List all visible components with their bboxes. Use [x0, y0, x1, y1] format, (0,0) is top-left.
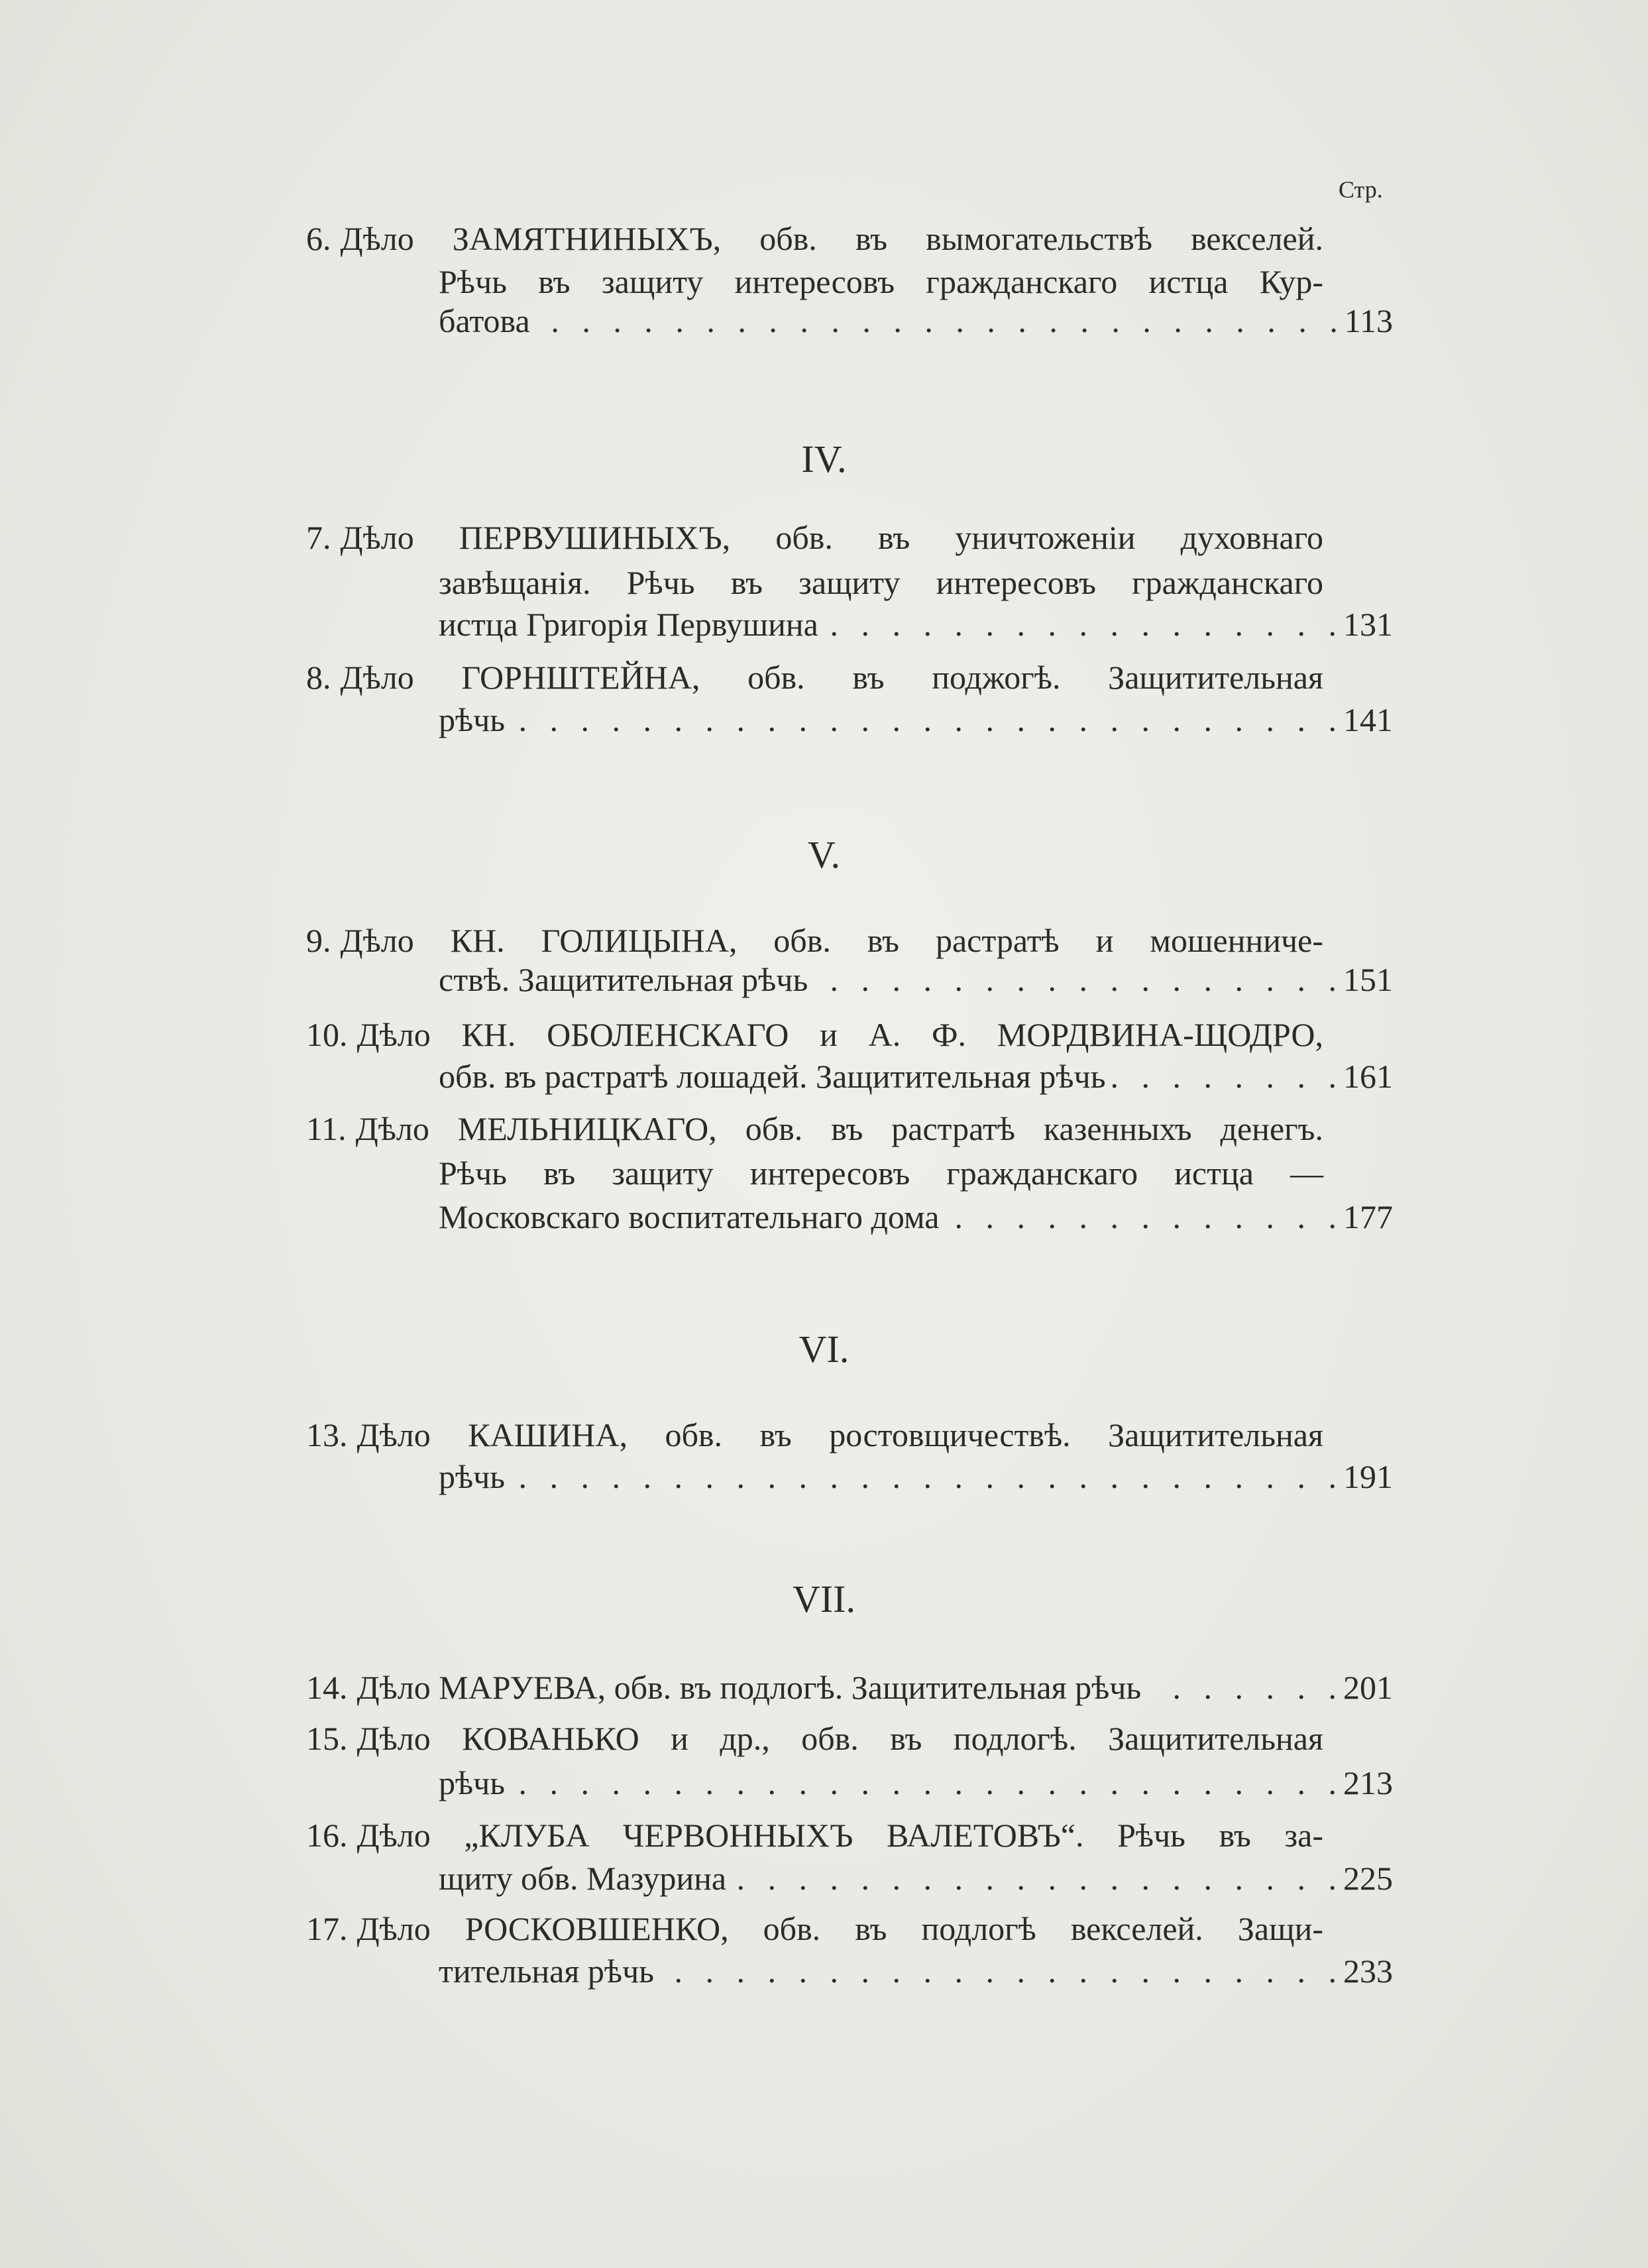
dot-leader — [1148, 1666, 1337, 1709]
entry-number: 6. — [306, 220, 331, 257]
toc-entry-9-line-1 — [306, 919, 1323, 962]
entry-number: 8. — [306, 659, 331, 696]
toc-entry-8-line-1 — [306, 656, 1323, 699]
page-number: 113 — [1344, 302, 1393, 339]
toc-entry-15-line-2 — [439, 1762, 1393, 1804]
toc-entry-15-line-1 — [306, 1717, 1323, 1760]
entry-text: рѣчь — [439, 1764, 506, 1801]
toc-entry-6-line-3 — [439, 300, 1393, 342]
dot-leader — [661, 1950, 1337, 1992]
toc-entry-14-line-1 — [306, 1666, 1393, 1709]
entry-text: Дѣло РОСКОВШЕНКО, обв. въ подлогѣ векселей. Защи- — [357, 1910, 1323, 1947]
page-number: 161 — [1343, 1058, 1393, 1095]
toc-entry-7-line-2: завѣщанія. Рѣчь въ защиту интересовъ гражданскаго — [439, 564, 1323, 601]
entry-number: 16. — [306, 1817, 348, 1854]
entry-text: Дѣло КН. ГОЛИЦЫНА, обв. въ растратѣ и мошенниче- — [340, 922, 1323, 959]
toc-entry-9-line-2 — [439, 958, 1393, 1001]
toc-entry-11-line-1 — [306, 1107, 1323, 1150]
toc-entry-6-line-2: Рѣчь въ защиту интересовъ гражданскаго истца Кур- — [439, 263, 1323, 300]
toc-entry-17-line-1 — [306, 1907, 1323, 1950]
entry-text: рѣчь — [439, 701, 506, 738]
entry-text: Дѣло КН. ОБОЛЕНСКАГО и А. Ф. МОРДВИНА-ЩОДРО, — [357, 1016, 1323, 1053]
entry-text: Дѣло ГОРНШТЕЙНА, обв. въ поджогѣ. Защитительная — [340, 659, 1323, 696]
dot-leader — [733, 1857, 1337, 1899]
toc-entry-16-line-2 — [439, 1857, 1393, 1899]
entry-text: обв. въ растратѣ лошадей. Защитительная рѣчь — [439, 1058, 1106, 1095]
dot-leader — [814, 958, 1337, 1001]
section-heading-v: V. — [808, 833, 840, 876]
page-number: 213 — [1343, 1764, 1393, 1801]
entry-text: ствѣ. Защитительная рѣчь — [439, 961, 808, 998]
entry-number: 15. — [306, 1720, 348, 1757]
entry-text: Дѣло „КЛУБА ЧЕРВОННЫХЪ ВАЛЕТОВЪ“. Рѣчь въ за- — [357, 1817, 1323, 1854]
entry-number: 11. — [306, 1110, 347, 1147]
entry-number: 10. — [306, 1016, 348, 1053]
entry-text: Дѣло КОВАНЬКО и др., обв. въ подлогѣ. Защитительная — [357, 1720, 1323, 1757]
page-number: 233 — [1343, 1953, 1393, 1990]
toc-entry-7-line-1 — [306, 516, 1323, 559]
entry-text: тительная рѣчь — [439, 1953, 654, 1990]
entry-number: 9. — [306, 922, 331, 959]
entry-text: Дѣло ПЕРВУШИНЫХЪ, обв. въ уничтоженіи духовнаго — [340, 519, 1323, 556]
toc-entry-10-line-2 — [439, 1055, 1393, 1098]
section-heading-vii: VII. — [792, 1577, 855, 1620]
toc-entry-13-line-1 — [306, 1414, 1323, 1456]
page-number: 201 — [1343, 1669, 1393, 1706]
entry-text: щиту обв. Мазурина — [439, 1860, 727, 1897]
entry-number: 13. — [306, 1416, 348, 1453]
section-heading-iv: IV. — [801, 437, 847, 481]
entry-text: Дѣло МАРУЕВА, обв. въ подлогѣ. Защитительная рѣчь — [357, 1669, 1142, 1706]
toc-entry-11-line-3 — [439, 1196, 1393, 1238]
dot-leader — [512, 699, 1337, 741]
page-number: 225 — [1343, 1860, 1393, 1897]
page-number: 177 — [1343, 1198, 1393, 1235]
dot-leader — [825, 603, 1337, 646]
entry-text: рѣчь — [439, 1458, 506, 1495]
toc-entry-13-line-2 — [439, 1455, 1393, 1498]
toc-entry-16-line-1 — [306, 1814, 1323, 1856]
dot-leader — [512, 1762, 1337, 1804]
page-number: 191 — [1343, 1458, 1393, 1495]
toc-entry-6-line-1 — [306, 217, 1323, 260]
page-number: 131 — [1343, 606, 1393, 643]
dot-leader — [946, 1196, 1337, 1238]
page-number: 151 — [1343, 961, 1393, 998]
toc-entry-17-line-2 — [439, 1950, 1393, 1992]
section-heading-vi: VI. — [798, 1328, 850, 1371]
entry-number: 14. — [306, 1669, 348, 1706]
entry-text: истца Григорія Первушина — [439, 606, 818, 643]
entry-text: Дѣло КАШИНА, обв. въ ростовщичествѣ. Защитительная — [357, 1416, 1323, 1453]
toc-entry-8-line-2 — [439, 699, 1393, 741]
page-number: 141 — [1343, 701, 1393, 738]
toc-entry-11-line-2: Рѣчь въ защиту интересовъ гражданскаго истца — — [439, 1155, 1323, 1192]
toc-entry-7-line-3 — [439, 603, 1393, 646]
dot-leader — [537, 300, 1338, 342]
entry-number: 7. — [306, 519, 331, 556]
toc-entry-10-line-1 — [306, 1013, 1323, 1056]
entry-text: Дѣло ЗАМЯТНИНЫХЪ, обв. въ вымогательствѣ векселей. — [340, 220, 1323, 257]
entry-text: батова — [439, 302, 530, 339]
dot-leader — [1113, 1055, 1337, 1098]
dot-leader — [512, 1455, 1337, 1498]
page-column-header: Стр. — [1339, 176, 1383, 203]
entry-text: Московскаго воспитательнаго дома — [439, 1198, 940, 1235]
entry-text: Дѣло МЕЛЬНИЦКАГО, обв. въ растратѣ казенныхъ денегъ. — [355, 1110, 1323, 1147]
entry-number: 17. — [306, 1910, 348, 1947]
